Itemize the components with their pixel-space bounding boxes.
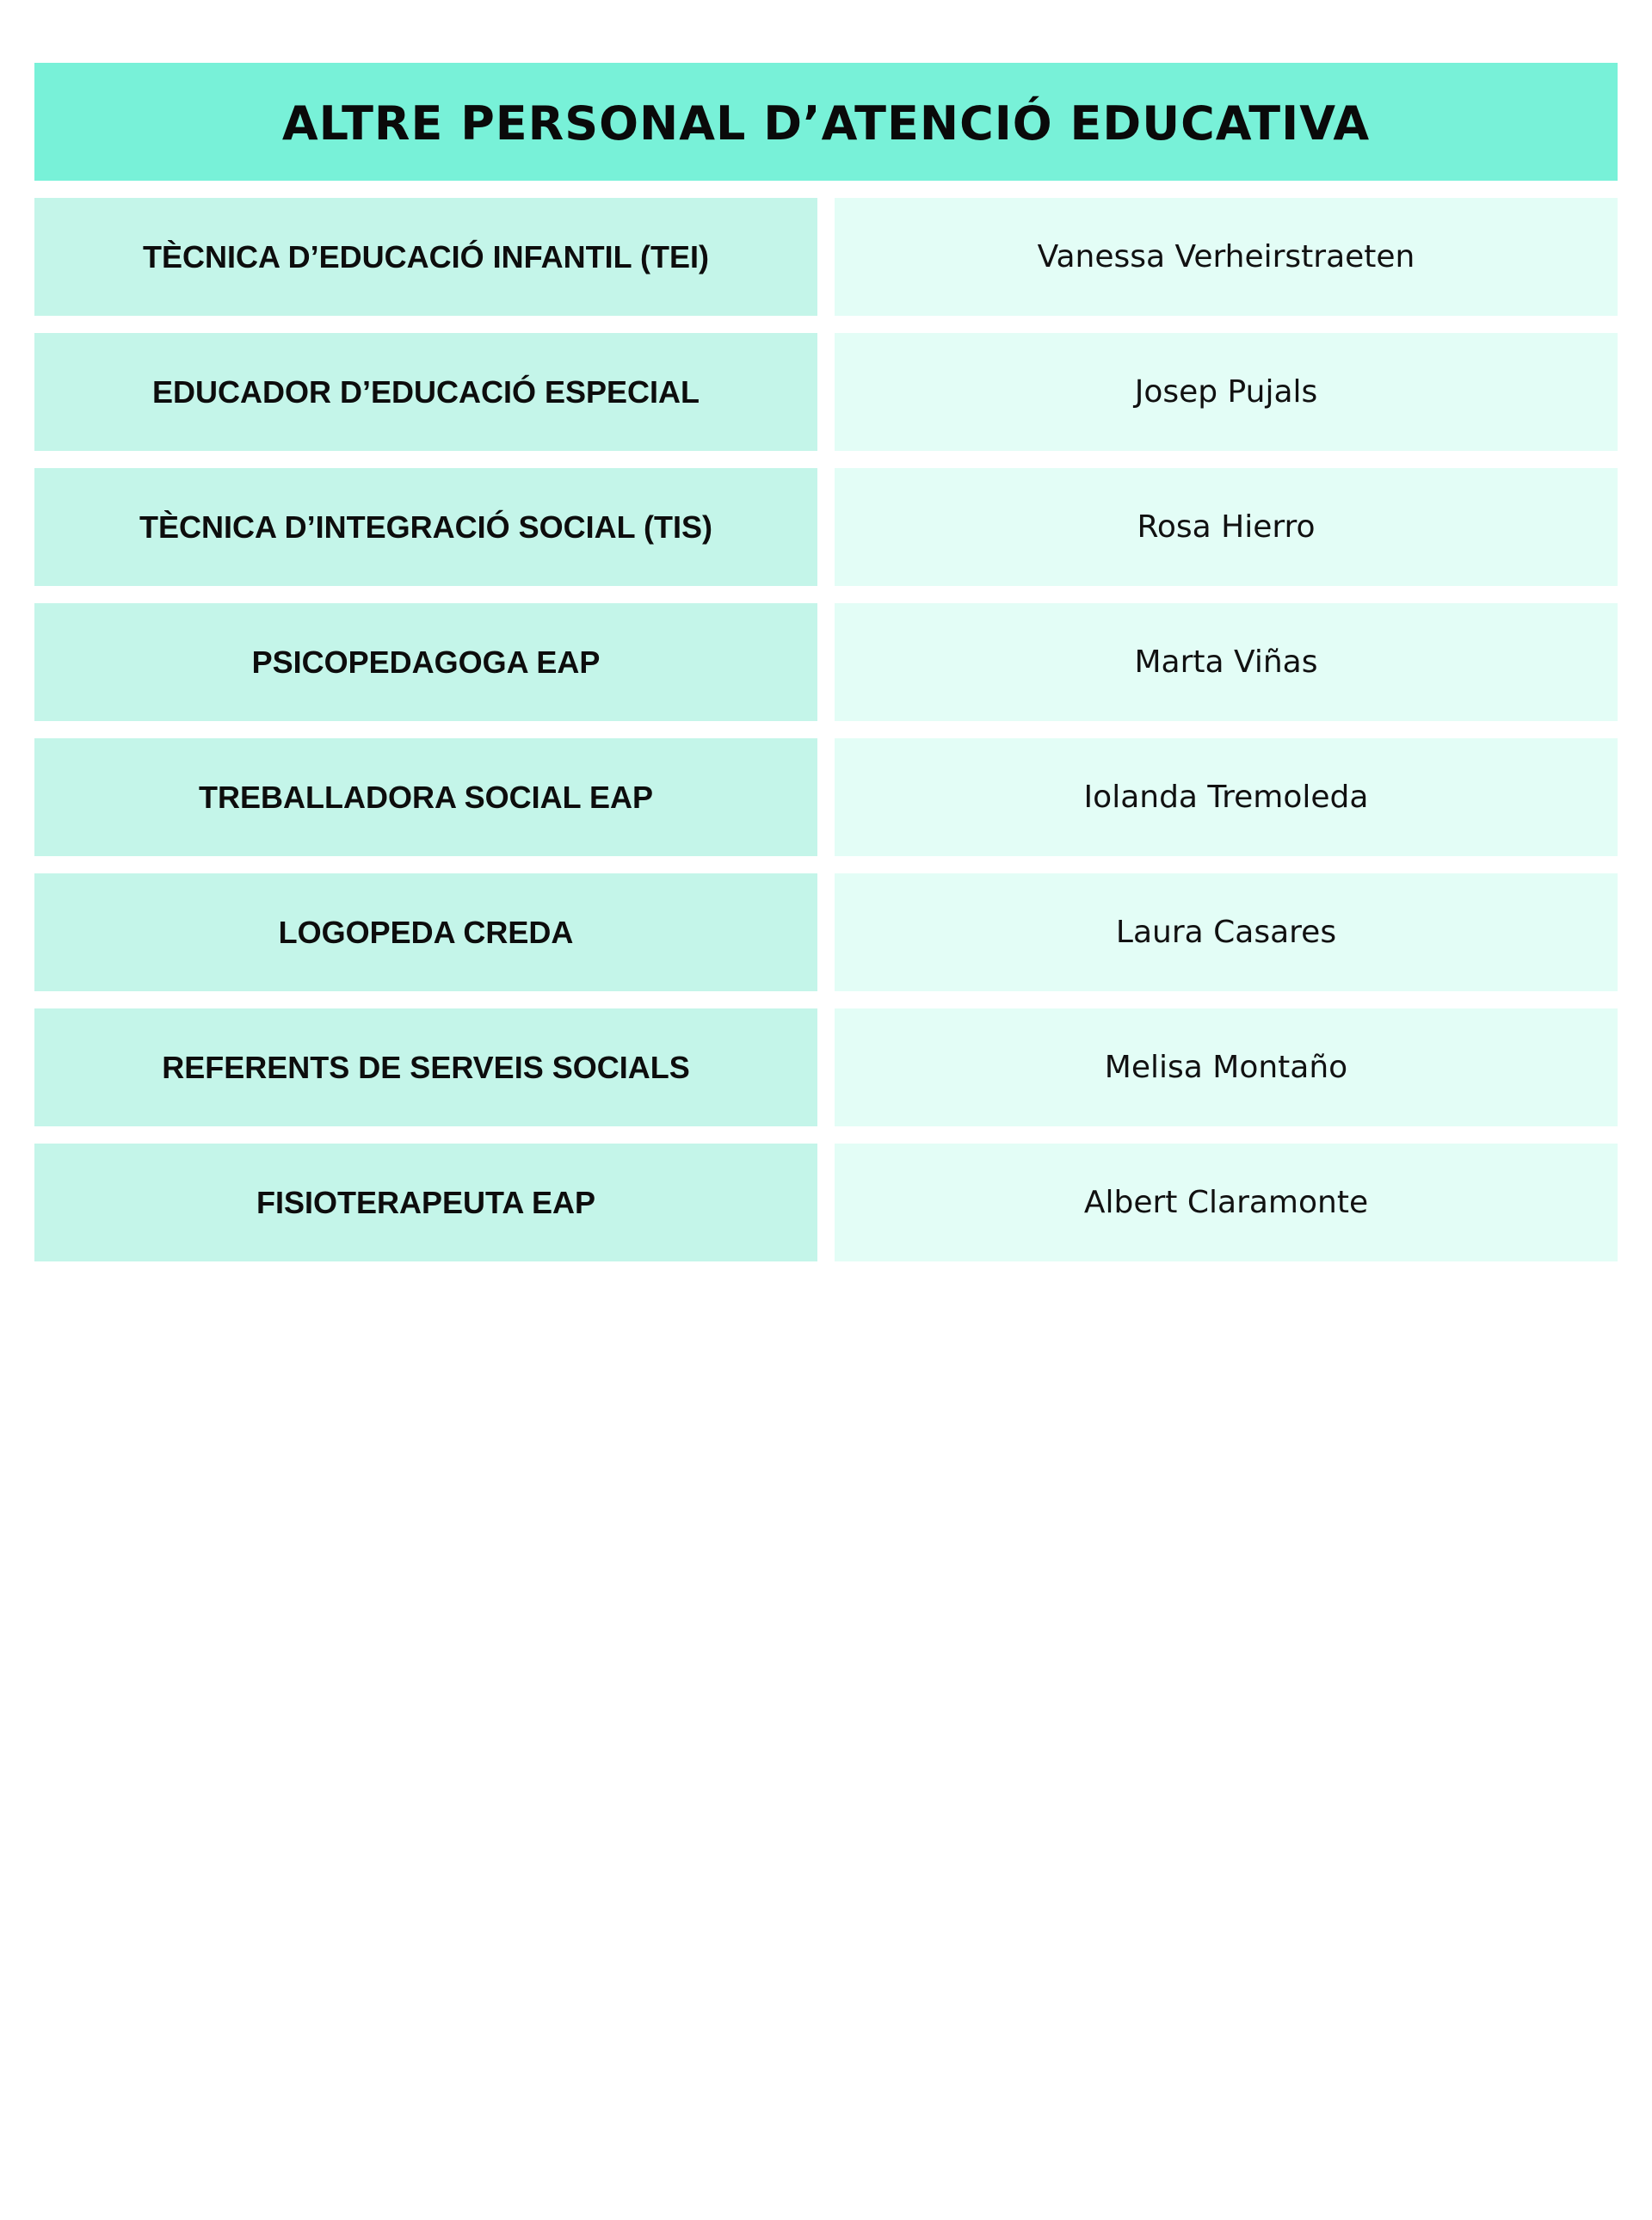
name-cell: Josep Pujals xyxy=(835,333,1618,451)
name-cell: Laura Casares xyxy=(835,873,1618,991)
role-cell: TÈCNICA D’INTEGRACIÓ SOCIAL (TIS) xyxy=(34,468,817,586)
staff-table xyxy=(34,198,1618,1279)
table-row xyxy=(34,333,1618,451)
name-cell: Albert Claramonte xyxy=(835,1144,1618,1261)
name-cell: Iolanda Tremoleda xyxy=(835,738,1618,856)
role-cell: EDUCADOR D’EDUCACIÓ ESPECIAL xyxy=(34,333,817,451)
page-title: ALTRE PERSONAL D’ATENCIÓ EDUCATIVA xyxy=(281,96,1371,151)
role-cell: REFERENTS DE SERVEIS SOCIALS xyxy=(34,1008,817,1126)
table-row xyxy=(34,603,1618,721)
name-cell: Vanessa Verheirstraeten xyxy=(835,198,1618,316)
role-cell: TREBALLADORA SOCIAL EAP xyxy=(34,738,817,856)
role-cell: FISIOTERAPEUTA EAP xyxy=(34,1144,817,1261)
role-cell: TÈCNICA D’EDUCACIÓ INFANTIL (TEI) xyxy=(34,198,817,316)
name-cell: Melisa Montaño xyxy=(835,1008,1618,1126)
table-row xyxy=(34,468,1618,586)
name-cell: Marta Viñas xyxy=(835,603,1618,721)
table-row xyxy=(34,198,1618,316)
table-row xyxy=(34,738,1618,856)
title-banner xyxy=(34,63,1618,181)
name-cell: Rosa Hierro xyxy=(835,468,1618,586)
table-row xyxy=(34,873,1618,991)
table-row xyxy=(34,1144,1618,1261)
table-row xyxy=(34,1008,1618,1126)
role-cell: LOGOPEDA CREDA xyxy=(34,873,817,991)
role-cell: PSICOPEDAGOGA EAP xyxy=(34,603,817,721)
